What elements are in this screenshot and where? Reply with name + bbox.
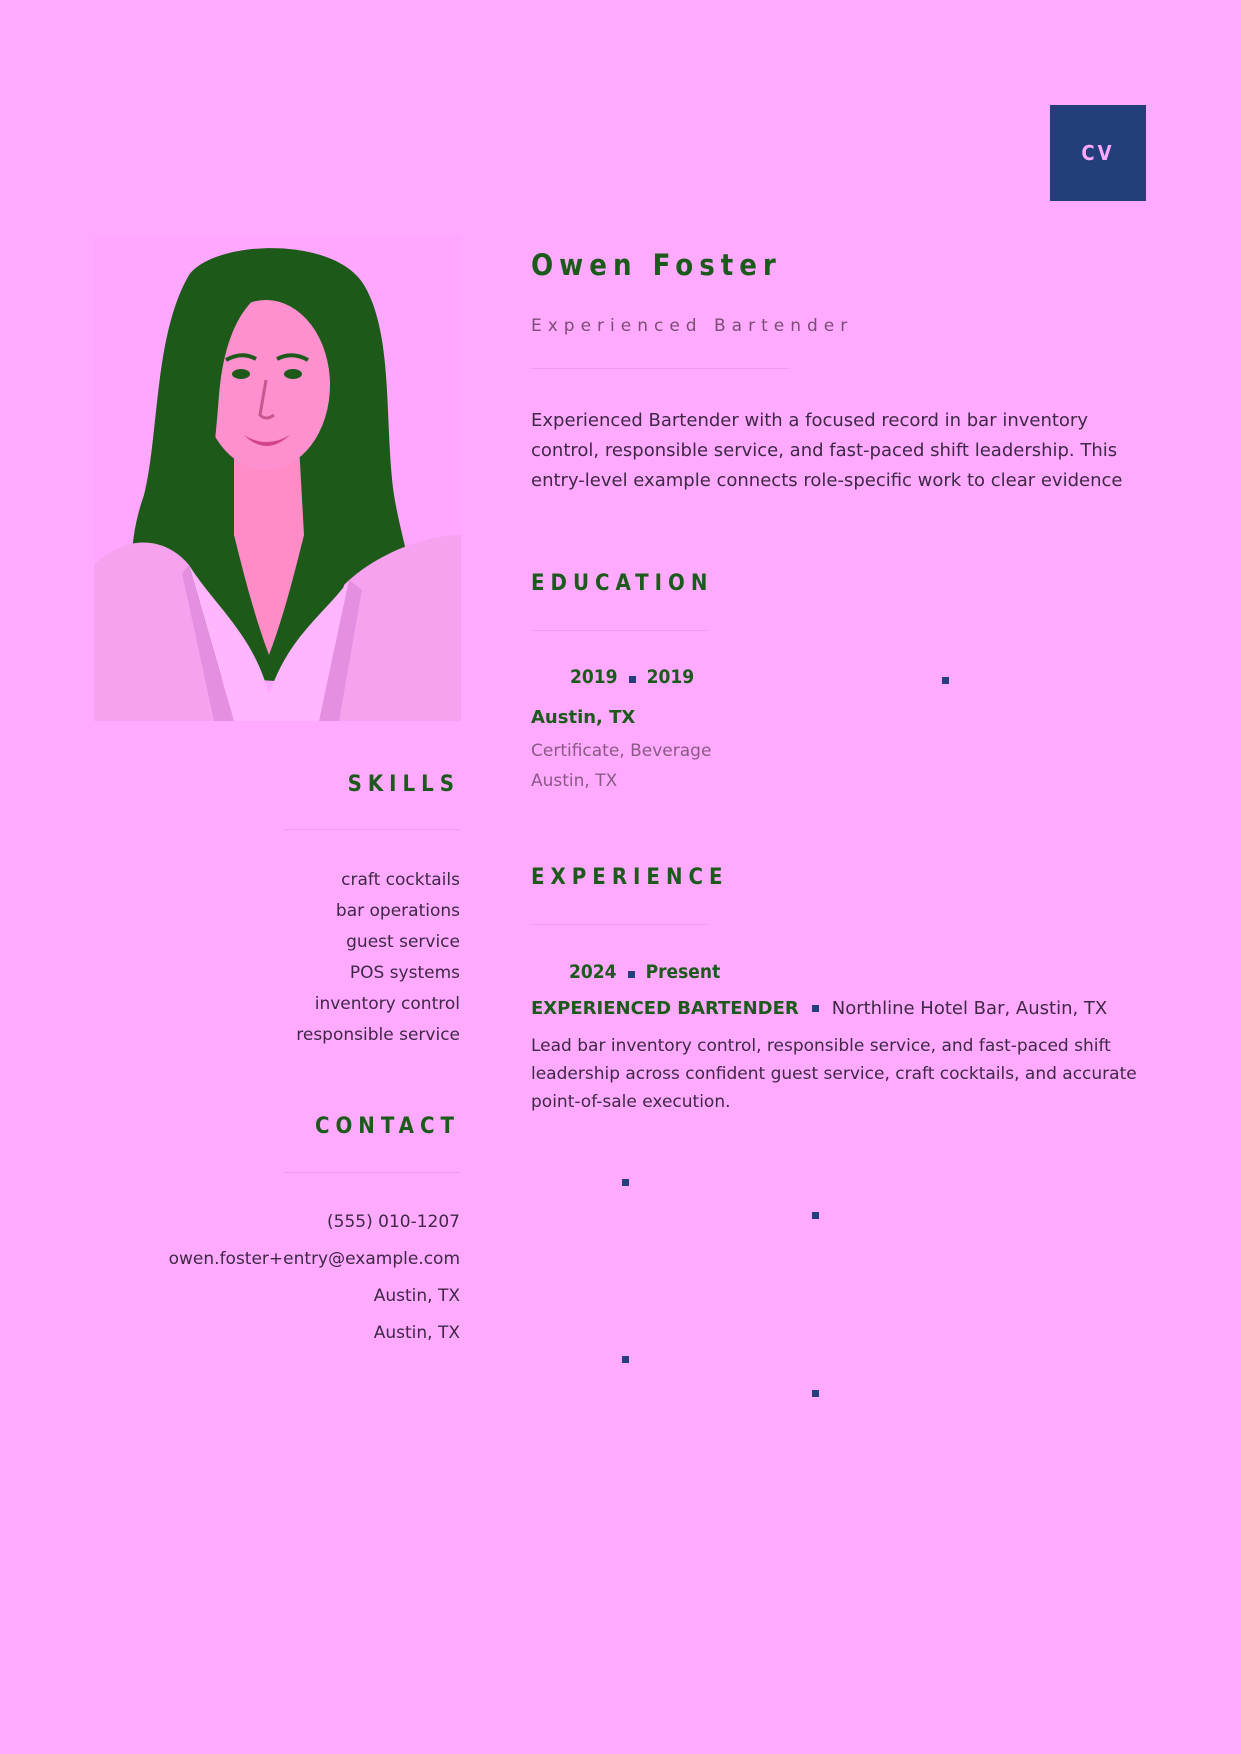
skill-item: bar operations (335, 901, 460, 921)
profile-summary: Experienced Bartender with a focused record in bar inventory control, responsible service, and fast-paced shift leadership. This entry-level example connects role-specific work to clear evidence (531, 410, 1123, 491)
experience-job-line (531, 998, 1107, 1019)
job-description: Lead bar inventory control, responsible service, and fast-paced shift leadership across confident guest service, craft cocktails, and accurate point-of-sale execution. (531, 1036, 1137, 1112)
bullet-square-icon (622, 1179, 629, 1186)
candidate-role: Experienced Bartender (531, 316, 854, 336)
education-dates (570, 666, 694, 688)
bullet-square-icon (942, 677, 949, 684)
skills-list (296, 865, 460, 1051)
skill-item: responsible service (296, 1025, 460, 1045)
contact-list (169, 1204, 460, 1352)
education-start-date: 2019 (570, 666, 618, 688)
education-divider (531, 630, 707, 631)
job-title: EXPERIENCED BARTENDER (531, 998, 799, 1019)
candidate-name: Owen Foster (531, 248, 782, 282)
experience-dates (569, 961, 720, 983)
education-end-date: 2019 (646, 666, 695, 688)
header-divider (531, 368, 789, 369)
bullet-square-icon (812, 1212, 819, 1219)
skill-item: inventory control (314, 994, 460, 1014)
cv-badge (1050, 105, 1146, 201)
section-title-experience: EXPERIENCE (531, 865, 729, 890)
contact-phone: (555) 010-1207 (327, 1212, 460, 1232)
education-degree: Certificate, Beverage (531, 741, 712, 761)
section-title-education: EDUCATION (531, 571, 714, 596)
experience-divider (531, 924, 707, 925)
contact-location: Austin, TX (373, 1286, 460, 1306)
skill-item: guest service (346, 932, 460, 952)
separator-square-icon (629, 676, 636, 683)
skill-item: craft cocktails (341, 870, 460, 890)
skills-divider (284, 829, 460, 830)
skill-item: POS systems (349, 963, 460, 983)
contact-email: owen.foster+entry@example.com (168, 1249, 460, 1269)
profile-photo (94, 235, 461, 721)
bullet-square-icon (622, 1356, 629, 1363)
contact-location: Austin, TX (373, 1323, 460, 1343)
job-company: Northline Hotel Bar, Austin, TX (831, 998, 1108, 1019)
education-institution: Austin, TX (531, 707, 636, 728)
separator-square-icon (628, 971, 635, 978)
separator-square-icon (812, 1005, 819, 1012)
education-location: Austin, TX (531, 771, 618, 791)
section-title-contact: CONTACT (314, 1114, 460, 1139)
section-title-skills: SKILLS (347, 772, 460, 797)
cv-badge-label: CV (1081, 141, 1115, 165)
experience-start-date: 2024 (569, 961, 617, 983)
bullet-square-icon (812, 1390, 819, 1397)
experience-end-date: Present (645, 961, 721, 983)
contact-divider (284, 1172, 460, 1173)
